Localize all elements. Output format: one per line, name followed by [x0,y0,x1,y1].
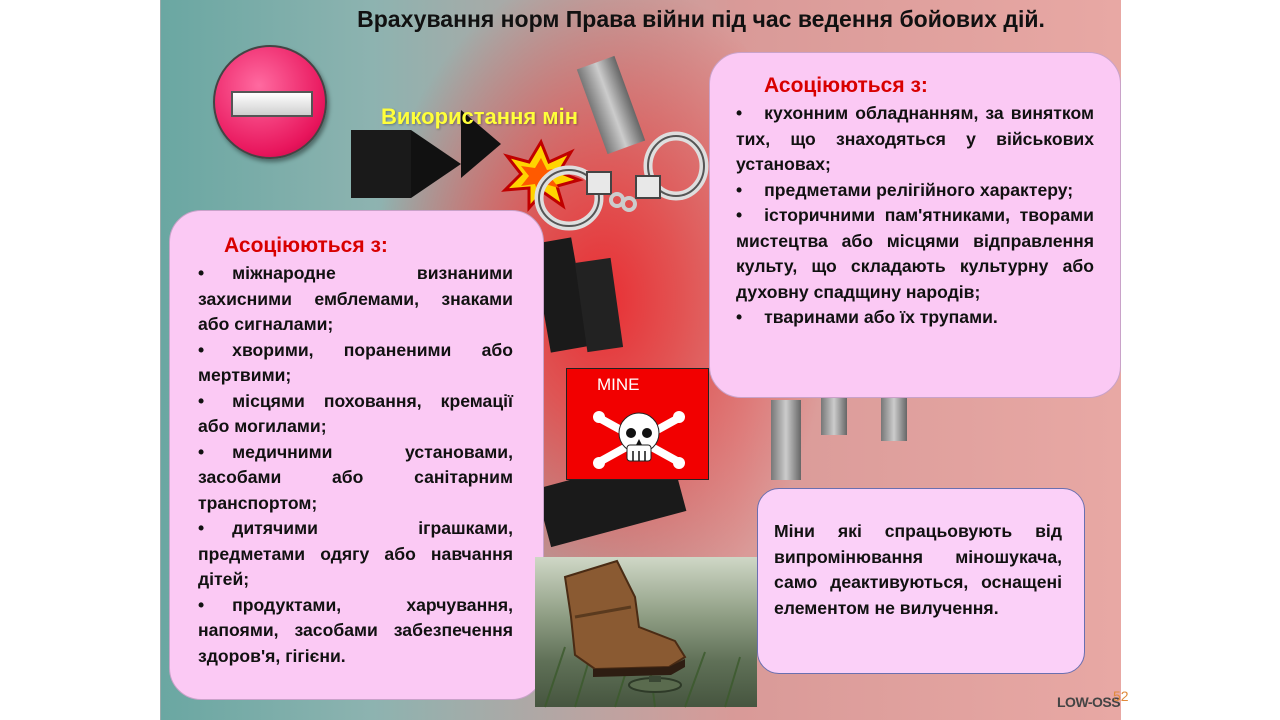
logo-text: LOW-OSS [1057,694,1121,710]
associations-box-left [169,210,544,700]
list-item: • міжнародне визнаними захисними емблемами, знаками або сигналами; [198,261,513,338]
list-item: • предметами релігійного характеру; [736,178,1094,204]
list-item: • медичними установами, засобами або санітарним транспортом; [198,440,513,517]
left-box-heading: Асоціюються з: [224,234,388,257]
no-entry-sign-icon [213,45,327,159]
right-box-list [736,101,1094,331]
left-box-list [198,261,513,669]
list-item: • продуктами, харчування, напоями, засобами забезпечення здоров'я, гігієни. [198,593,513,670]
no-entry-bar [231,91,313,117]
handcuffs-icon [531,128,711,238]
list-item: • дитячими іграшками, предметами одягу або навчання дітей; [198,516,513,593]
mine-warning-sign [566,368,709,480]
black-arrow-shape [411,130,461,198]
skull-crossbones-icon [593,405,685,471]
gray-bar-shape [881,395,907,441]
list-item: • історичними пам'ятниками, творами мистецтва або місцями відправлення культу, що складають культурну або духовну спадщину народів; [736,203,1094,305]
boot-illustration [535,557,757,707]
list-item: • тваринами або їх трупами. [736,305,1094,331]
gray-bar-shape [771,400,801,480]
presentation-slide [160,0,1129,720]
right-box-heading: Асоціюються з: [764,74,928,97]
list-item: • хворими, пораненими або мертвими; [198,338,513,389]
boot-on-mine-photo [535,557,757,707]
list-item: • кухонним обладнанням, за винятком тих, що знаходяться у військових установах; [736,101,1094,178]
mine-label: MINE [597,375,640,394]
note-box: Міни які спрацьовують від випромінювання міношукача, само деактивуються, оснащені елементом не вилучення. [757,488,1085,674]
page-number: 52 [1113,688,1129,704]
black-bar-shape [351,130,411,198]
slide-title: Врахування норм Права війни під час ведення бойових дій. [357,6,1045,32]
list-item: • місцями поховання, кремації або могилами; [198,389,513,440]
gray-bar-shape [821,395,847,435]
mines-heading: Використання мін [381,104,578,129]
associations-box-right [709,52,1121,398]
